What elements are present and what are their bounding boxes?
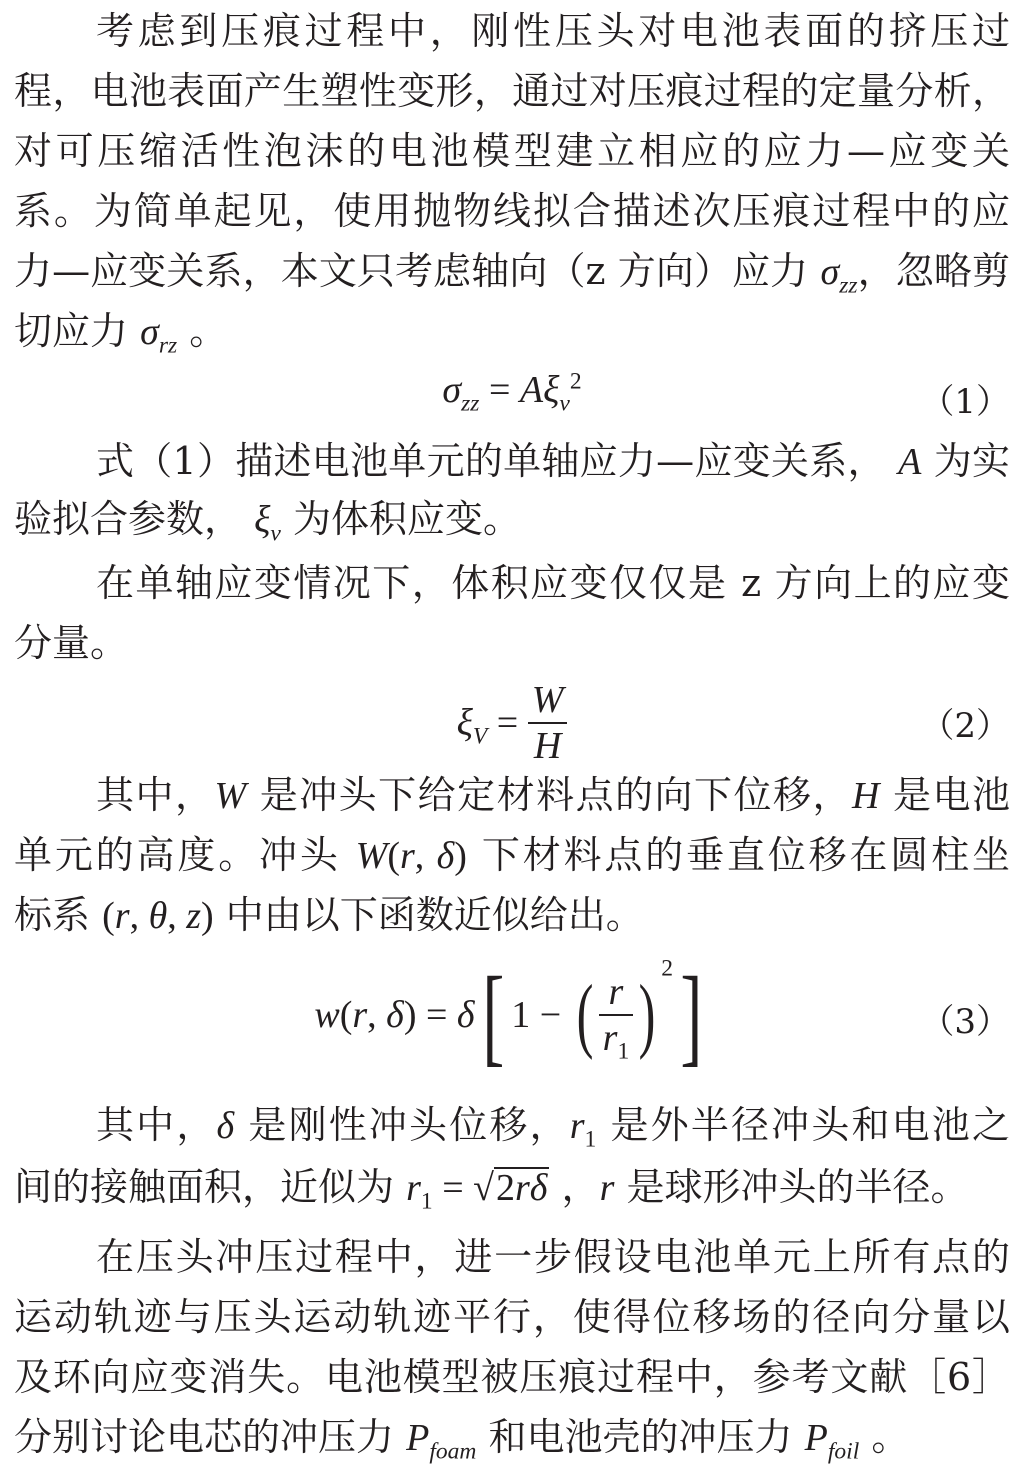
text-line: 在单轴应变情况下，体积应变仅仅是 z 方向上的应变 xyxy=(96,561,1010,605)
text-line: 分别讨论电芯的冲压力 $P_{foam}$ 和电池壳的冲压力 $P_{foil}$ 。 xyxy=(14,1415,910,1465)
fraction-r-over-r1: $\frac{r}{r_1}$ xyxy=(599,970,634,1060)
text-line: 考虑到压痕过程中，刚性压头对电池表面的挤压过 xyxy=(96,9,1010,53)
text-line: 系。为简单起见，使用抛物线拟合描述次压痕过程中的应 xyxy=(14,189,1010,233)
text-line: 分量。 xyxy=(14,621,129,665)
xi-v-symbol: $\xi_v$ xyxy=(254,499,281,547)
text-line: 间的接触面积，近似为 $r_1 = √2r\delta$ ，r 是球形冲头的半径。 xyxy=(14,1165,969,1215)
p-foil-symbol: $P_{foil}$ xyxy=(804,1417,860,1465)
r1-symbol: $r_1$ xyxy=(569,1105,597,1153)
sigma-rz-symbol: $\sigma_{rz}$ xyxy=(140,311,178,359)
text-line: 力—应变关系，本文只考虑轴向（z 方向）应力 $\sigma_{zz}$，忽略剪 xyxy=(14,249,1010,299)
text-line: 切应力 $\sigma_{rz}$ 。 xyxy=(14,309,228,359)
fraction-w-over-h: $\frac{W}{H}$ xyxy=(528,678,568,768)
equation-3-body: w(r, δ) = δ[ 1 − ( $\frac{r}{r_1}$ ) $^2$] xyxy=(314,954,703,1076)
text-line: 式（1）描述电池单元的单轴应力—应变关系， A 为实 xyxy=(96,439,1010,483)
r1-approx-expr: $r_1 = √2r\delta$ xyxy=(406,1167,548,1215)
r-theta-z-expr: (r, θ, z) xyxy=(102,895,214,937)
sigma-zz-symbol: $\sigma_{zz}$ xyxy=(820,251,858,299)
equation-1-body: $\sigma_{zz} = A\xi_v^2$ xyxy=(442,368,582,417)
text-line: 标系 (r, θ, z) 中由以下函数近似给出。 xyxy=(14,893,644,937)
text-line: 其中，δ 是刚性冲头位移，$r_1$ 是外半径冲头和电池之 xyxy=(96,1103,1010,1153)
w-r-delta-expr: W(r, δ) xyxy=(355,835,467,877)
equation-1 xyxy=(14,368,1010,422)
equation-2 xyxy=(14,678,1010,768)
text-line: 单元的高度。冲头 W(r, δ) 下材料点的垂直位移在圆柱坐 xyxy=(14,833,1010,877)
equation-3-number: （3） xyxy=(920,1002,1010,1042)
p-foam-symbol: $P_{foam}$ xyxy=(406,1417,477,1465)
text-line: 其中，W 是冲头下给定材料点的向下位移，H 是电池 xyxy=(96,773,1010,817)
equation-2-body: $\xi_V$ = $\frac{W}{H}$ xyxy=(14,678,1010,768)
equation-3 xyxy=(14,954,1010,1084)
equation-1-number: （1） xyxy=(920,382,1010,422)
text-line: 在压头冲压过程中，进一步假设电池单元上所有点的 xyxy=(96,1235,1010,1279)
text-line: 验拟合参数， $\xi_v$ 为体积应变。 xyxy=(14,497,521,547)
text-line: 运动轨迹与压头运动轨迹平行，使得位移场的径向分量以 xyxy=(14,1295,1010,1339)
text-line: 及环向应变消失。电池模型被压痕过程中，参考文献［6］ xyxy=(14,1355,1010,1399)
equation-2-number: （2） xyxy=(920,706,1010,746)
text-line: 对可压缩活性泡沫的电池模型建立相应的应力—应变关 xyxy=(14,129,1010,173)
text-line: 程，电池表面产生塑性变形，通过对压痕过程的定量分析， xyxy=(14,69,1010,113)
